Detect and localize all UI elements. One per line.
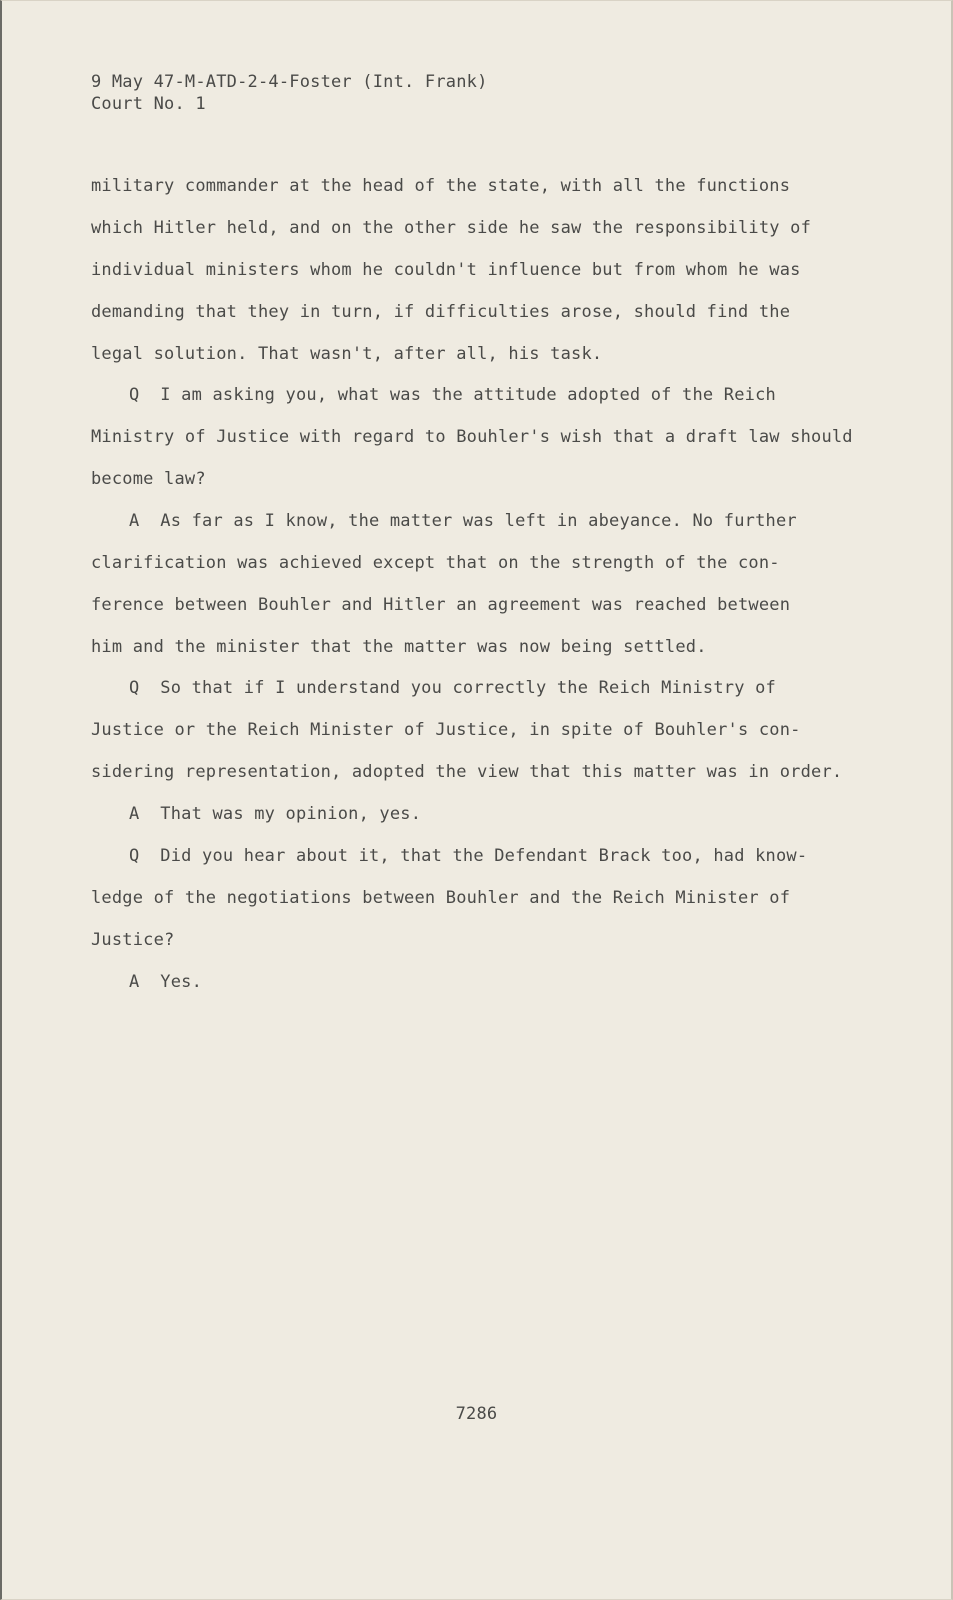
- body-line: Justice or the Reich Minister of Justice, in spite of Bouhler's con-: [91, 720, 801, 740]
- body-line: individual ministers whom he couldn't influence but from whom he was: [91, 260, 801, 280]
- question-line: Q I am asking you, what was the attitude adopted of the Reich: [129, 385, 776, 405]
- answer-line: A That was my opinion, yes.: [129, 804, 422, 824]
- page-number: 7286: [455, 1404, 498, 1424]
- body-line: become law?: [91, 469, 206, 489]
- question-line: Q So that if I understand you correctly the Reich Ministry of: [129, 678, 776, 698]
- body-line: military commander at the head of the state, with all the functions: [91, 176, 791, 196]
- question-line: Q Did you hear about it, that the Defendant Brack too, had know-: [129, 846, 808, 866]
- body-line: ference between Bouhler and Hitler an agreement was reached between: [91, 595, 791, 615]
- header-case-line: 9 May 47-M-ATD-2-4-Foster (Int. Frank): [91, 72, 488, 92]
- body-line: him and the minister that the matter was now being settled.: [91, 637, 707, 657]
- body-line: demanding that they in turn, if difficulties arose, should find the: [91, 302, 791, 322]
- body-line: clarification was achieved except that on the strength of the con-: [91, 553, 780, 573]
- answer-line: A As far as I know, the matter was left in abeyance. No further: [129, 511, 797, 531]
- body-line: legal solution. That wasn't, after all, his task.: [91, 344, 603, 364]
- answer-line: A Yes.: [129, 972, 203, 992]
- body-line: ledge of the negotiations between Bouhler and the Reich Minister of: [91, 888, 791, 908]
- body-line: Justice?: [91, 930, 175, 950]
- header-court-line: Court No. 1: [91, 94, 206, 114]
- body-line: which Hitler held, and on the other side he saw the responsibility of: [91, 218, 812, 238]
- body-line: sidering representation, adopted the view that this matter was in order.: [91, 762, 843, 782]
- body-line: Ministry of Justice with regard to Bouhler's wish that a draft law should: [91, 427, 853, 447]
- page-header: [91, 71, 488, 115]
